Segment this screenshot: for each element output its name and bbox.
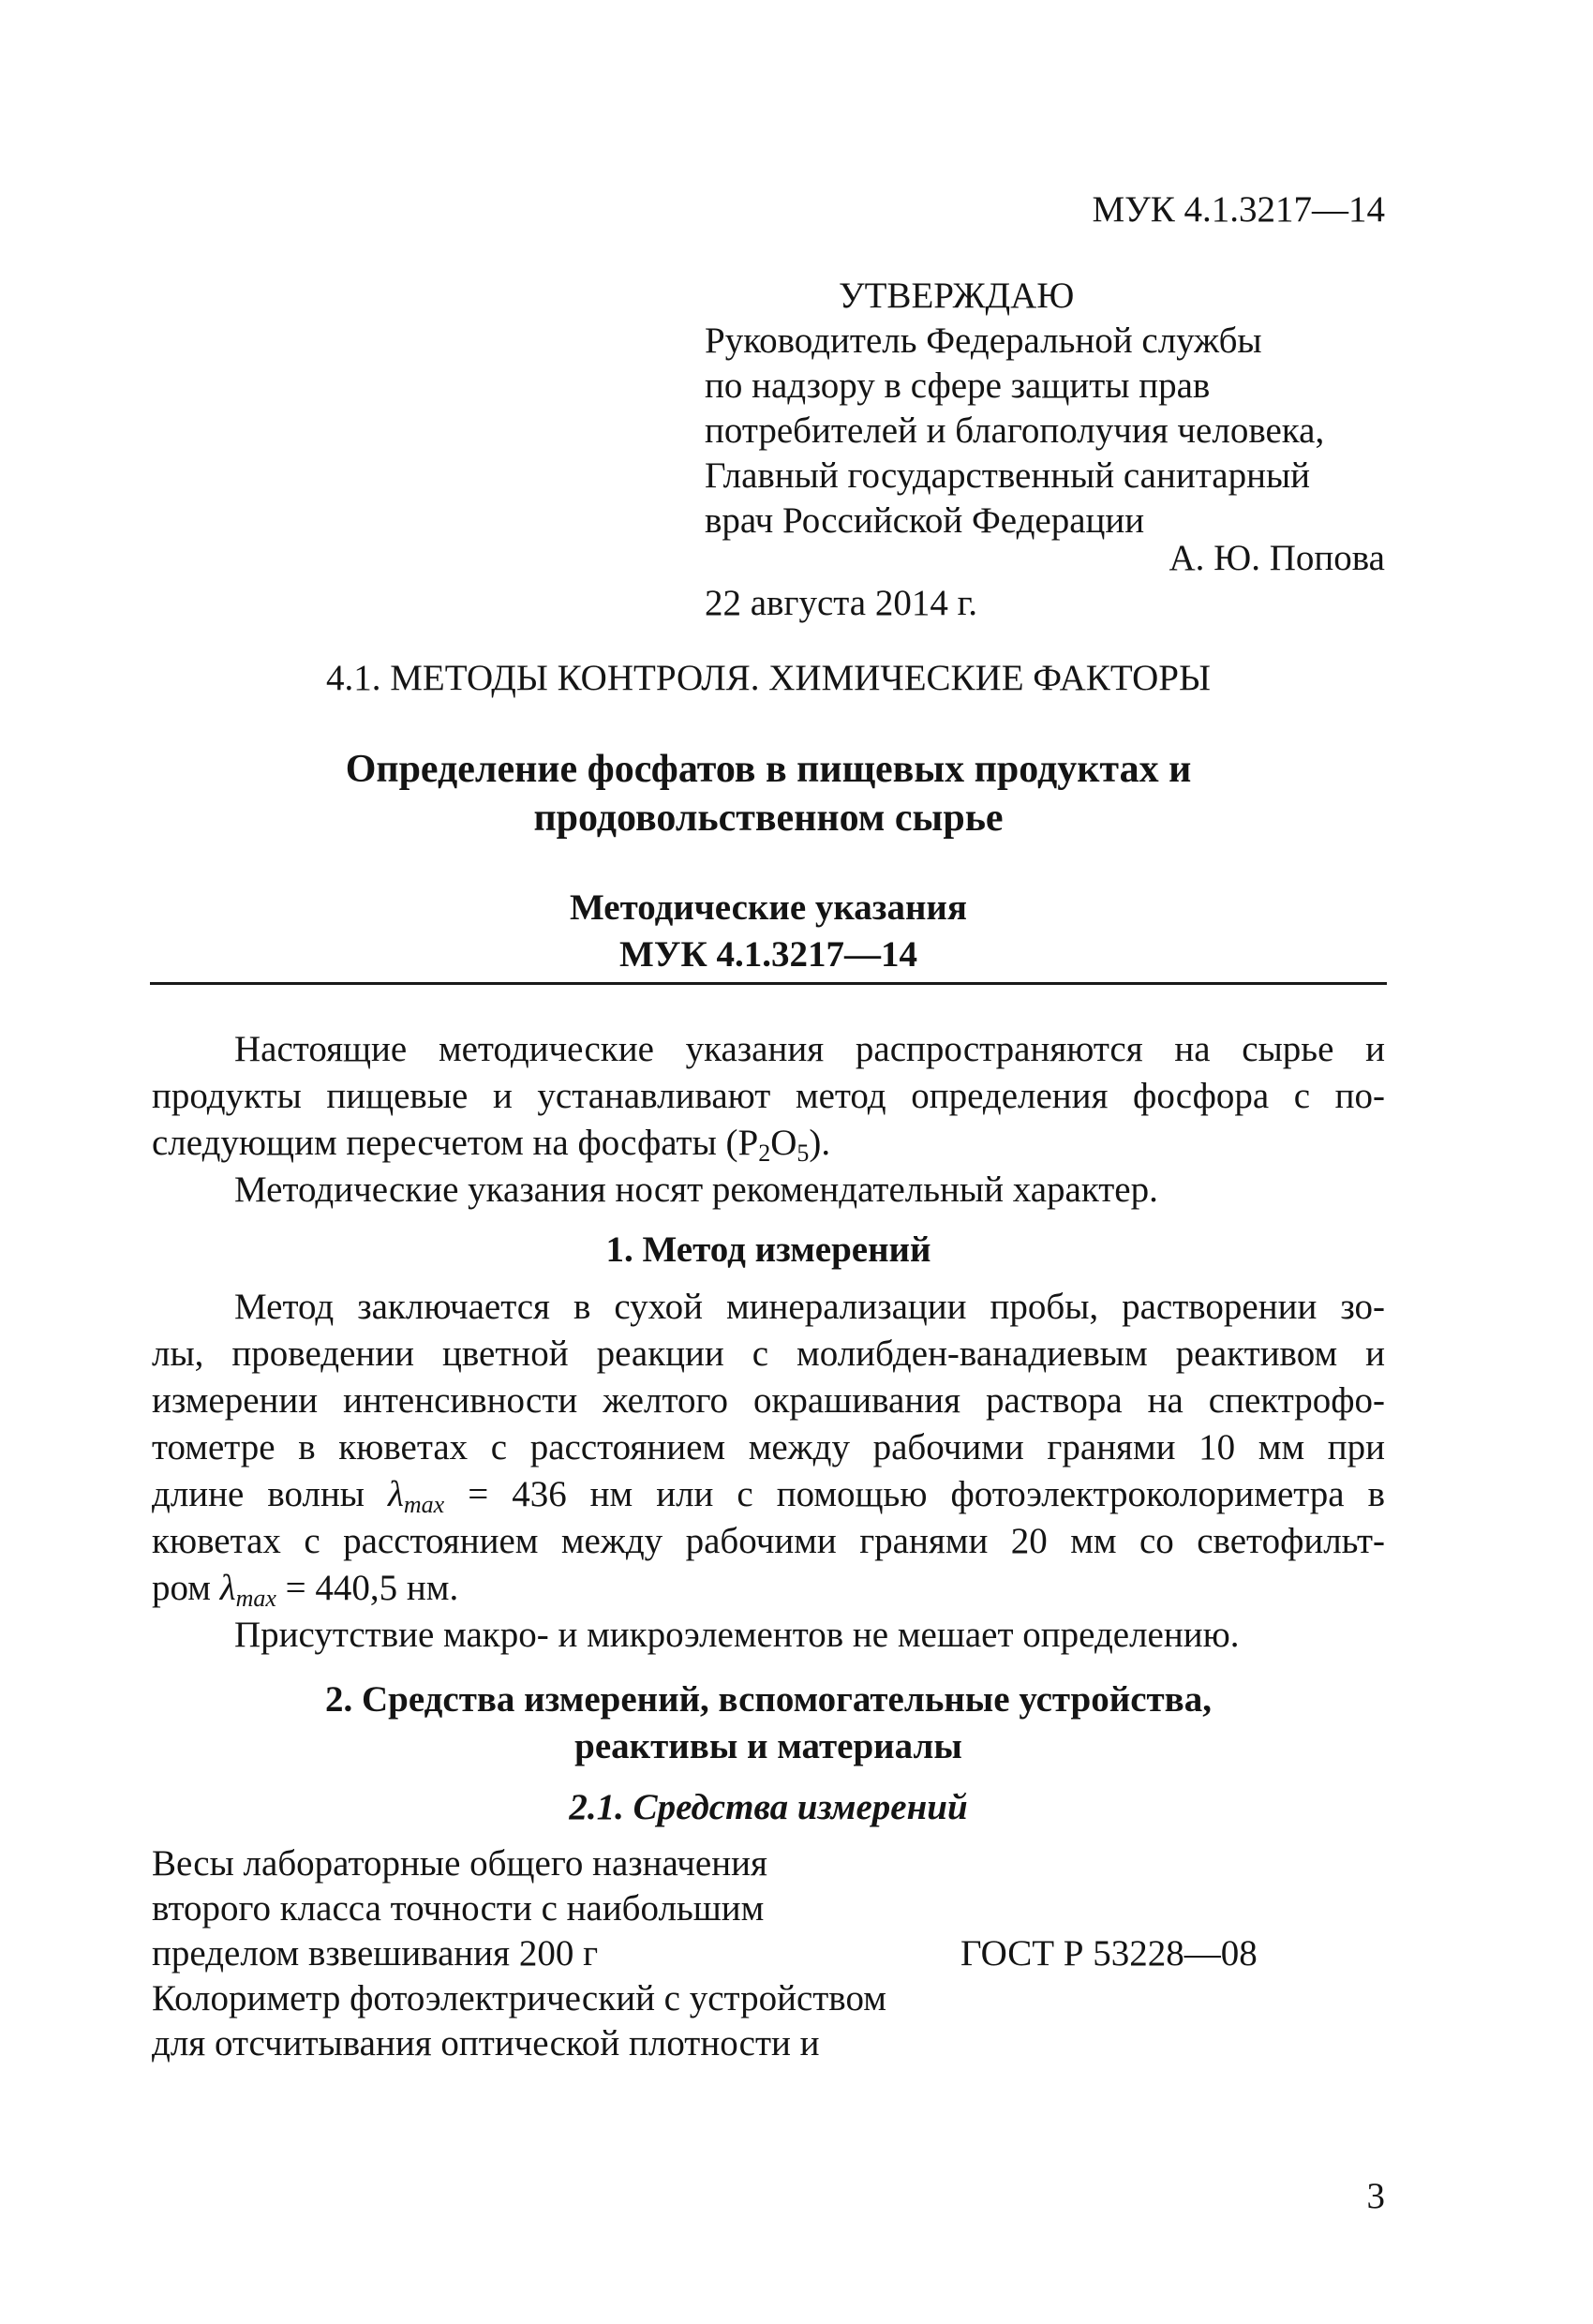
section-2-1-heading: 2.1. Средства измерений xyxy=(569,1787,968,1827)
title-divider xyxy=(150,982,1387,985)
approval-line: по надзору в сфере защиты прав xyxy=(705,365,1211,406)
section-2-heading-line: 2. Средства измерений, вспомогательные устройства, xyxy=(325,1679,1212,1720)
lambda-symbol: λ xyxy=(219,1568,236,1608)
approval-line: Главный государственный санитарный xyxy=(705,455,1311,496)
document-code: МУК 4.1.3217—14 xyxy=(1092,189,1385,230)
section-1-line: кюветах с расстоянием между рабочими гранями 20 мм со светофильт- xyxy=(152,1521,1385,1561)
section-2-heading-line: реактивы и материалы xyxy=(574,1726,962,1766)
lambda-symbol: λ xyxy=(388,1474,404,1514)
equipment-item-line: Весы лабораторные общего назначения xyxy=(152,1843,767,1884)
approval-stamp: УТВЕРЖДАЮ xyxy=(839,276,1075,316)
section-1-note: Присутствие макро- и микроэлементов не мешает определению. xyxy=(234,1615,1240,1655)
document-title-line: Определение фосфатов в пищевых продуктах и xyxy=(345,748,1192,791)
section-1-line: измерении интенсивности желтого окрашивания раствора на спектрофо- xyxy=(152,1380,1385,1421)
section-1-line: длине волны $\lambda_{max} = 436$ нм или с помощью фотоэлектроколориметра в xyxy=(152,1474,1385,1518)
approval-line: потребителей и благополучия человека, xyxy=(705,410,1325,451)
equipment-item-line: пределом взвешивания 200 г xyxy=(152,1933,599,1974)
document-title-line: продовольственном сырье xyxy=(533,797,1004,840)
equipment-item-line: Колориметр фотоэлектрический с устройством xyxy=(152,1978,886,2019)
intro-line: следующим пересчетом на фосфаты $(P_2O_5)$. xyxy=(152,1123,831,1167)
intro-line: продукты пищевые и устанавливают метод определения фосфора с по- xyxy=(152,1076,1385,1116)
section-1-line: Метод заключается в сухой минерализации пробы, растворении зо- xyxy=(234,1287,1385,1327)
intro-note: Методические указания носят рекомендательный характер. xyxy=(234,1169,1158,1210)
section-1-line: лы, проведении цветной реакции с молибден-ванадиевым реактивом и xyxy=(152,1333,1385,1374)
approval-line: Руководитель Федеральной службы xyxy=(705,320,1262,361)
document-subtitle-code: МУК 4.1.3217—14 xyxy=(619,934,917,975)
equipment-standard: ГОСТ Р 53228—08 xyxy=(960,1933,1258,1974)
section-1-line: ром $\lambda_{max} = 440,5$ нм. xyxy=(152,1568,459,1612)
equipment-item-line: второго класса точности с наибольшим xyxy=(152,1888,765,1929)
approval-date: 22 августа 2014 г. xyxy=(705,583,977,623)
document-subtitle-line: Методические указания xyxy=(569,887,967,928)
approval-signatory: А. Ю. Попова xyxy=(1169,538,1385,578)
section-1-line: тометре в кюветах с расстоянием между рабочими гранями 10 мм при xyxy=(152,1427,1385,1467)
section-heading: 4.1. МЕТОДЫ КОНТРОЛЯ. ХИМИЧЕСКИЕ ФАКТОРЫ xyxy=(326,658,1211,698)
page-number: 3 xyxy=(1366,2176,1385,2216)
section-1-heading: 1. Метод измерений xyxy=(605,1229,931,1270)
intro-line: Настоящие методические указания распространяются на сырье и xyxy=(234,1029,1385,1069)
approval-line: врач Российской Федерации xyxy=(705,500,1145,541)
equipment-item-line: для отсчитывания оптической плотности и xyxy=(152,2023,820,2063)
